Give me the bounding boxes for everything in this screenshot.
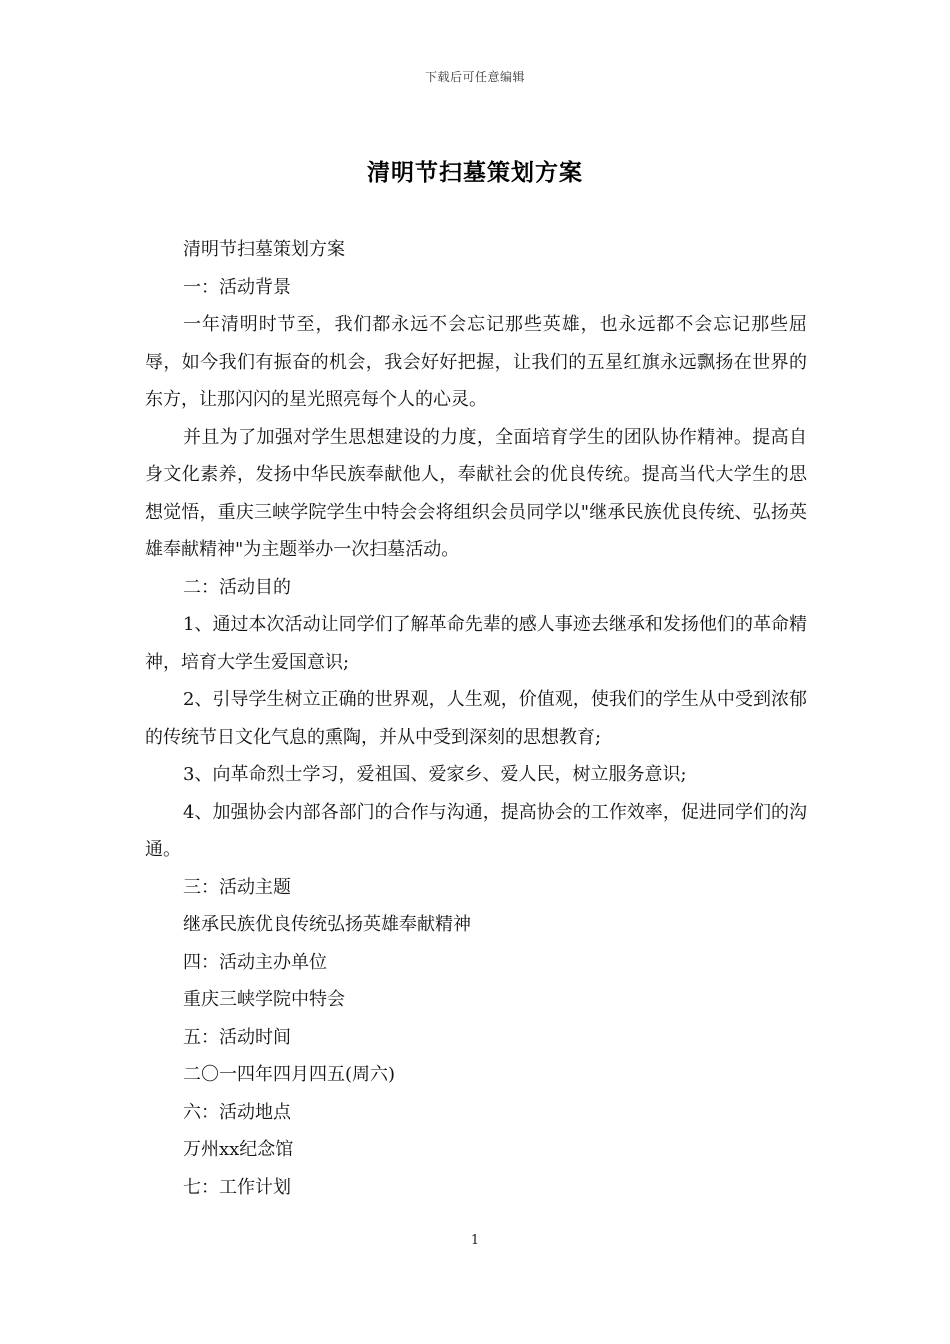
paragraph-background-2: 并且为了加强对学生思想建设的力度，全面培育学生的团队协作精神。提高自身文化素养，发扬中华民族奉献他人，奉献社会的优良传统。提高当代大学生的思想觉悟，重庆三峡学院学生中特会会将组织会员同学以"继承民族优良传统、弘扬英雄奉献精神"为主题举办一次扫墓活动。	[145, 426, 807, 560]
organizer-text: 重庆三峡学院中特会	[183, 989, 345, 1010]
purpose-item-4: 4、加强协会内部各部门的合作与沟通，提高协会的工作效率，促进同学们的沟通。	[145, 801, 807, 860]
paragraph-background-1: 一年清明时节至，我们都永远不会忘记那些英雄，也永远都不会忘记那些屈辱，如今我们有振奋的机会，我会好好把握，让我们的五星红旗永远飘扬在世界的东方，让那闪闪的星光照亮每个人的心灵。	[145, 314, 807, 410]
document-body	[145, 231, 807, 1206]
page-number: 1	[470, 1233, 480, 1248]
section-heading-work-plan: 七：工作计划	[183, 1176, 291, 1198]
section-heading-background: 一：活动背景	[183, 276, 291, 298]
purpose-item-1: 1、通过本次活动让同学们了解革命先辈的感人事迹去继承和发扬他们的革命精神，培育大学生爱国意识;	[145, 614, 807, 673]
theme-text: 继承民族优良传统弘扬英雄奉献精神	[183, 914, 471, 935]
section-heading-location: 六：活动地点	[183, 1101, 291, 1123]
purpose-item-3: 3、向革命烈士学习，爱祖国、爱家乡、爱人民，树立服务意识;	[183, 764, 687, 785]
document-title: 清明节扫墓策划方案	[367, 159, 583, 186]
paragraph-subtitle: 清明节扫墓策划方案	[183, 239, 345, 260]
section-heading-time: 五：活动时间	[183, 1026, 291, 1048]
section-heading-theme: 三：活动主题	[183, 876, 291, 898]
section-heading-purpose: 二：活动目的	[183, 576, 291, 598]
header-note: 下载后可任意编辑	[424, 70, 525, 84]
section-heading-organizer: 四：活动主办单位	[183, 951, 327, 973]
purpose-item-2: 2、引导学生树立正确的世界观，人生观，价值观，使我们的学生从中受到浓郁的传统节日文化气息的熏陶，并从中受到深刻的思想教育;	[145, 689, 807, 748]
time-text: 二〇一四年四月四五(周六)	[183, 1064, 396, 1085]
location-text: 万州xx纪念馆	[183, 1139, 294, 1160]
